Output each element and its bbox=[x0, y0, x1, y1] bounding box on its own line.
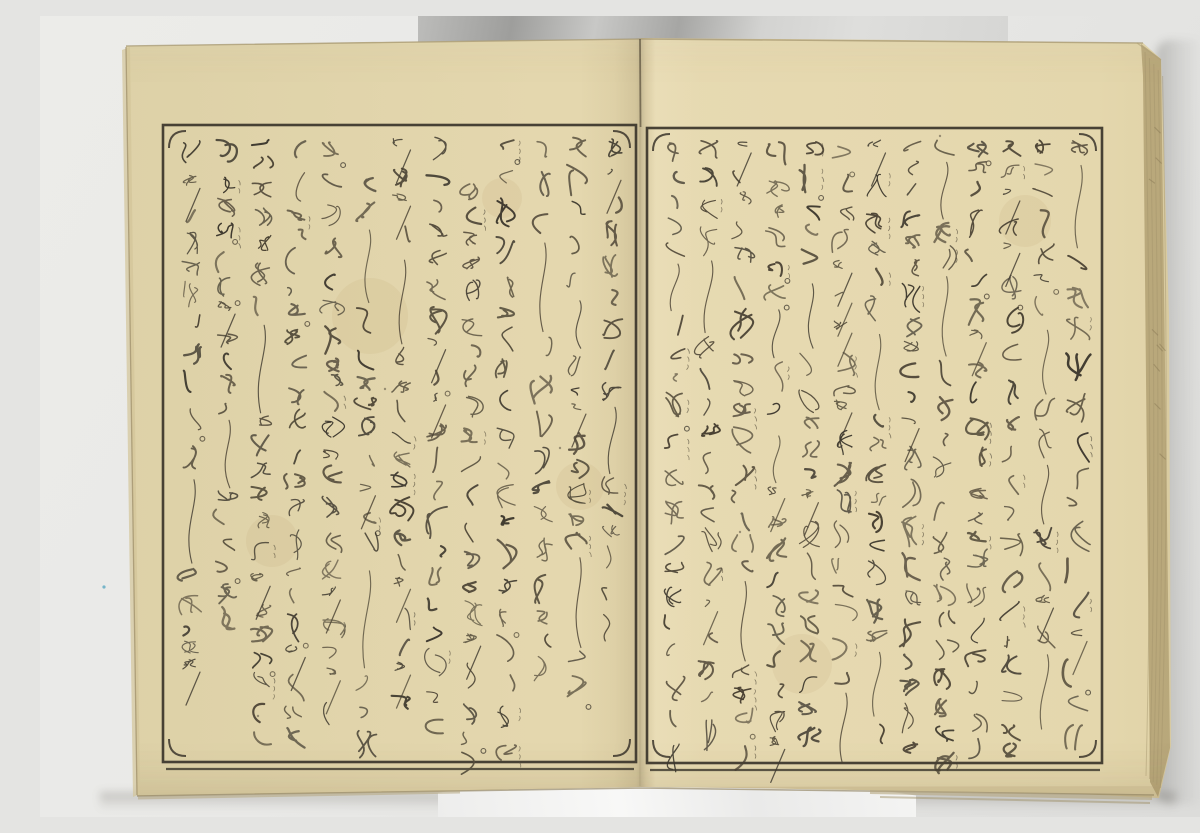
page-right bbox=[40, 16, 1200, 817]
gutter-fold bbox=[580, 38, 702, 788]
fore-edge-pages bbox=[40, 16, 1200, 817]
book-spread bbox=[40, 16, 1200, 817]
page-left bbox=[40, 16, 1200, 817]
photo-scene bbox=[40, 16, 1200, 817]
